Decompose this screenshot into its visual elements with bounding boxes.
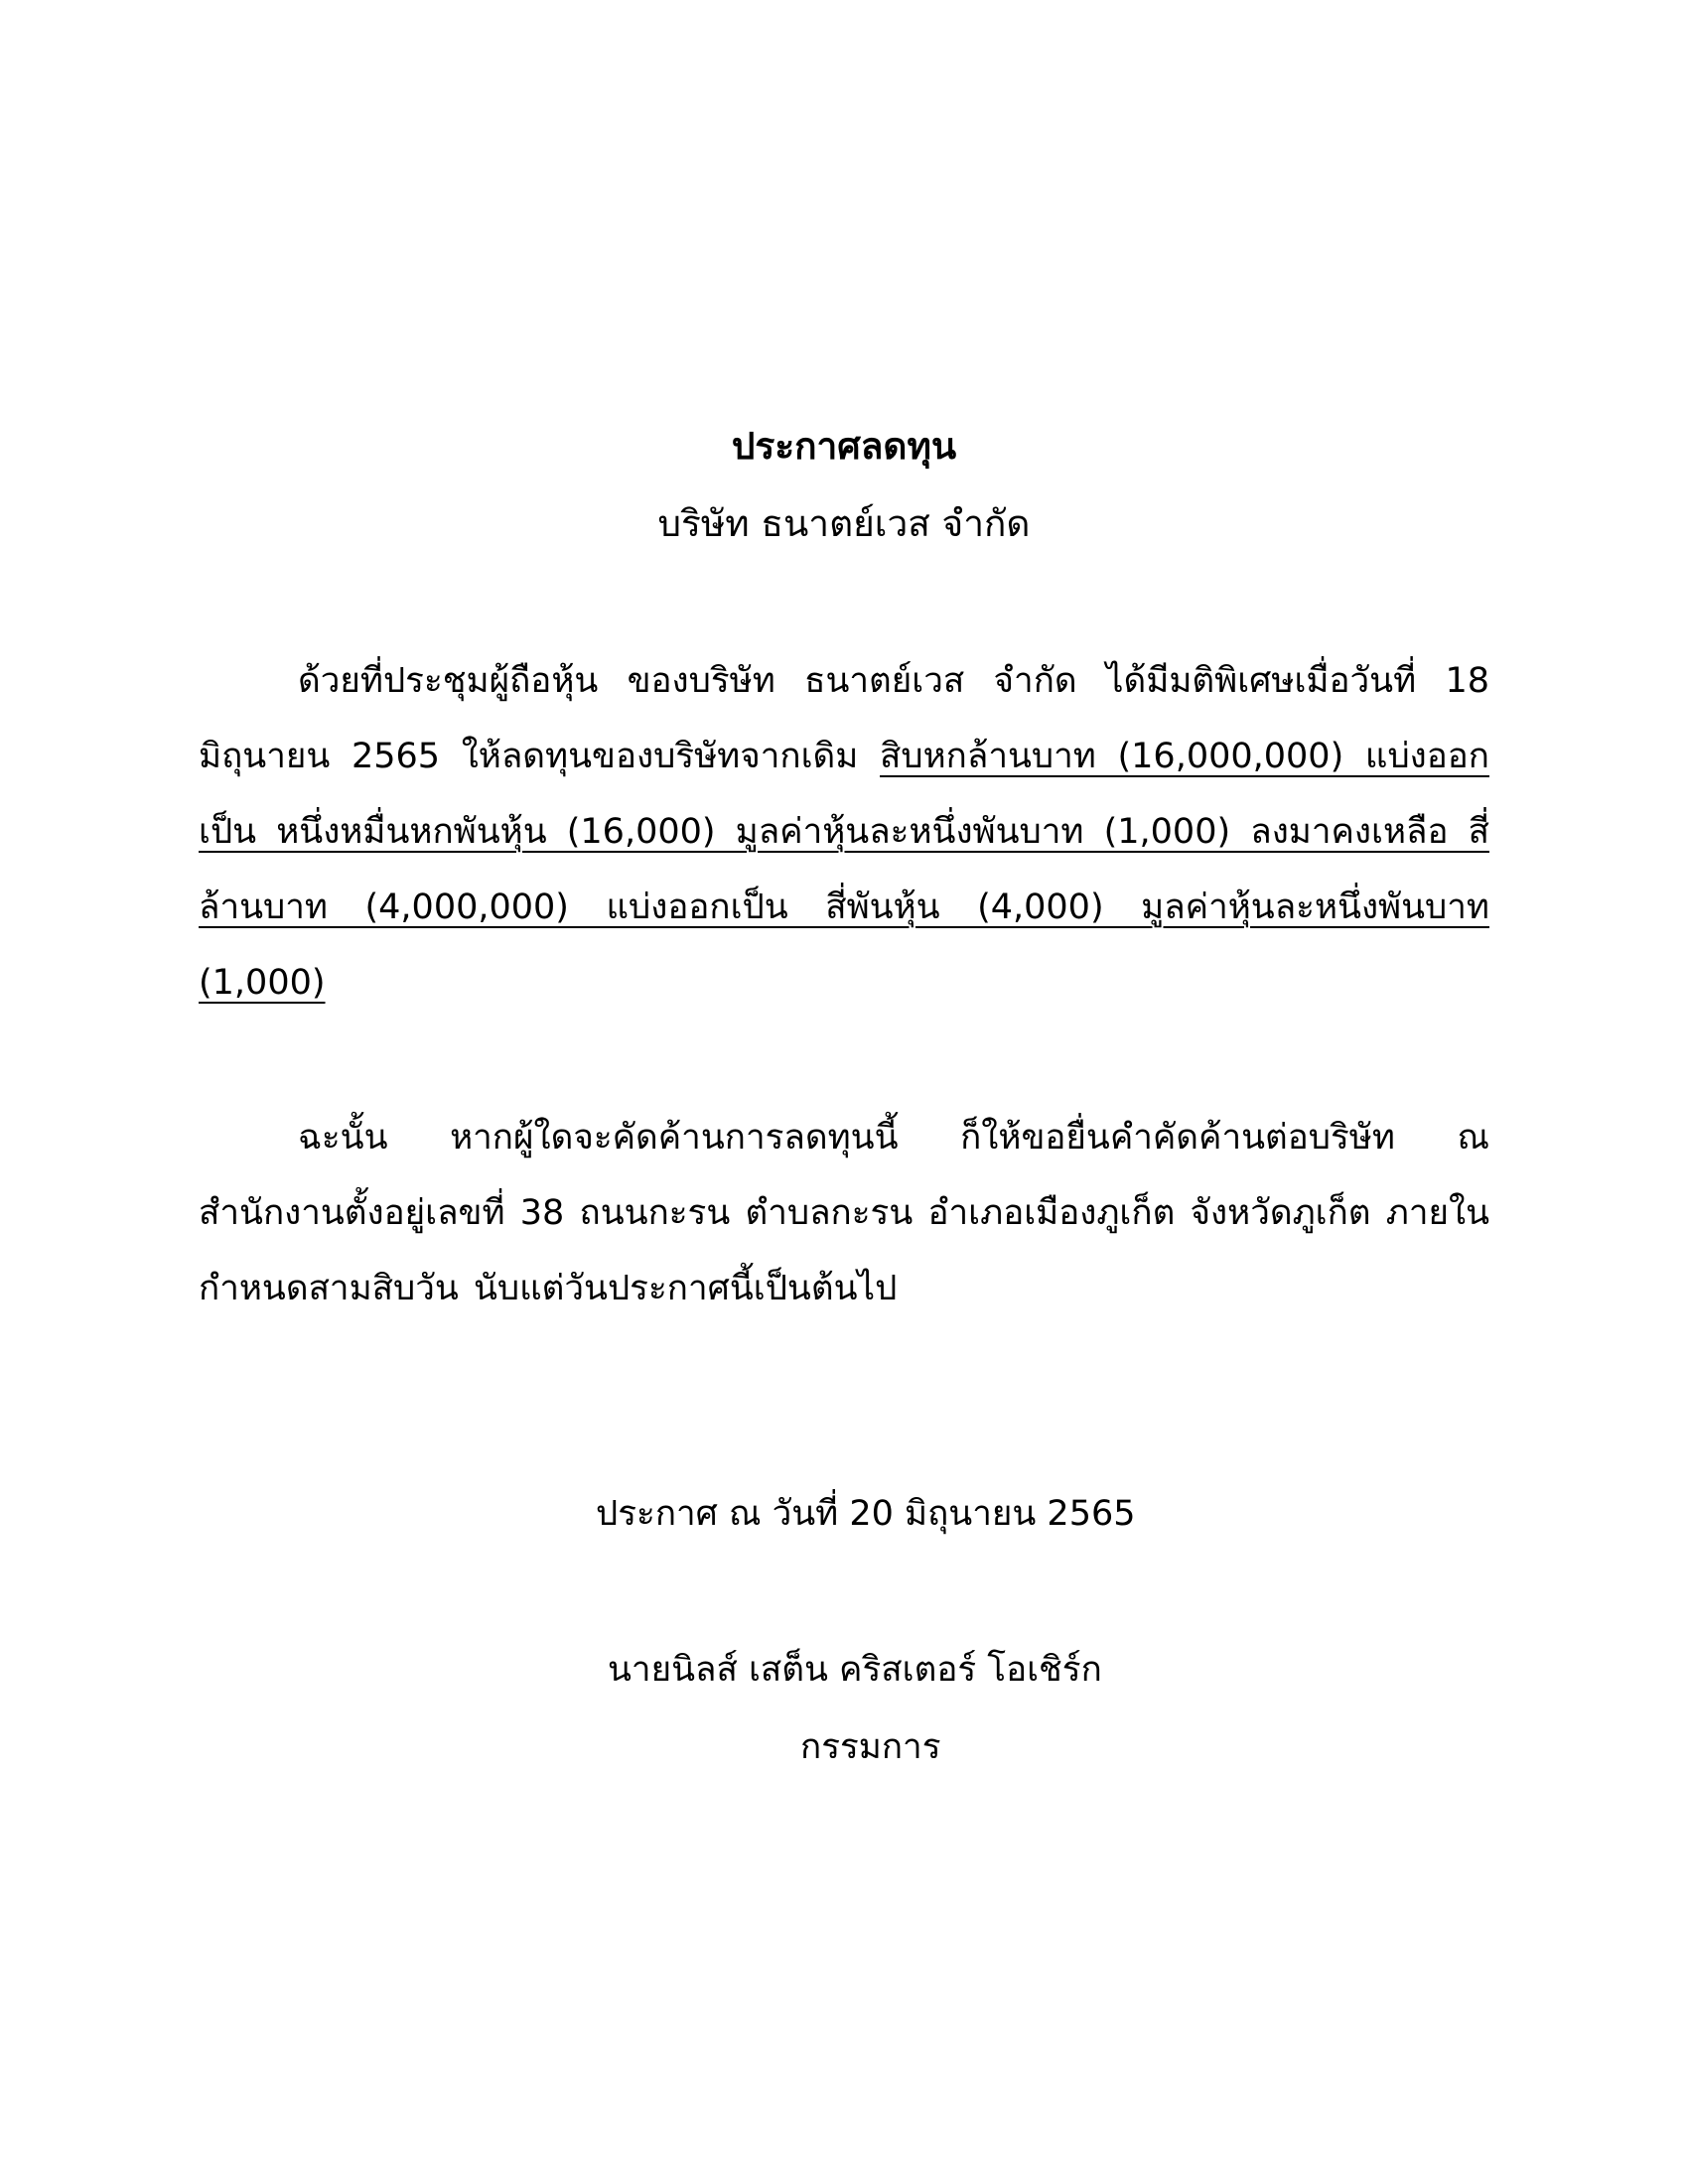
resolution-paragraph [199, 643, 1489, 1021]
document-title: ประกาศลดทุน [731, 425, 957, 468]
resolution-intro-text: ด้วยที่ประชุมผู้ถือหุ้น ของบริษัท ธนาตย์เวส จำกัด ได้มีมติพิเศษเมื่อวันที่ 18 มิถุนายน 2565 ให้ลดทุนของบริษัทจากเดิม [199, 661, 1489, 776]
signer-name: นายนิลส์ เสต็น คริสเตอร์ โอเชิร์ก [608, 1650, 1102, 1690]
company-name: บริษัท ธนาตย์เวส จำกัด [657, 502, 1031, 545]
objection-paragraph: ฉะนั้น หากผู้ใดจะคัดค้านการลดทุนนี้ ก็ให้ขอยื่นคำคัดค้านต่อบริษัท ณ สำนักงานตั้งอยู่เลขที่ 38 ถนนกะรน ตำบลกะรน อำเภอเมืองภูเก็ต จังหวัดภูเก็ต ภายในกำหนดสามสิบวัน นับแต่วันประกาศนี้เป็นต้นไป [199, 1118, 1489, 1308]
capital-reduction-details: สิบหกล้านบาท (16,000,000) แบ่งออกเป็น หนึ่งหมื่นหกพันหุ้น (16,000) มูลค่าหุ้นละหนึ่งพันบาท (1,000) ลงมาคงเหลือ สี่ล้านบาท (4,000,000) แบ่งออกเป็น สี่พันหุ้น (4,000) มูลค่าหุ้นละหนึ่งพันบาท (1,000) [199, 737, 1489, 1003]
signer-position: กรรมการ [800, 1727, 941, 1767]
announcement-date: ประกาศ ณ วันที่ 20 มิถุนายน 2565 [596, 1494, 1136, 1534]
